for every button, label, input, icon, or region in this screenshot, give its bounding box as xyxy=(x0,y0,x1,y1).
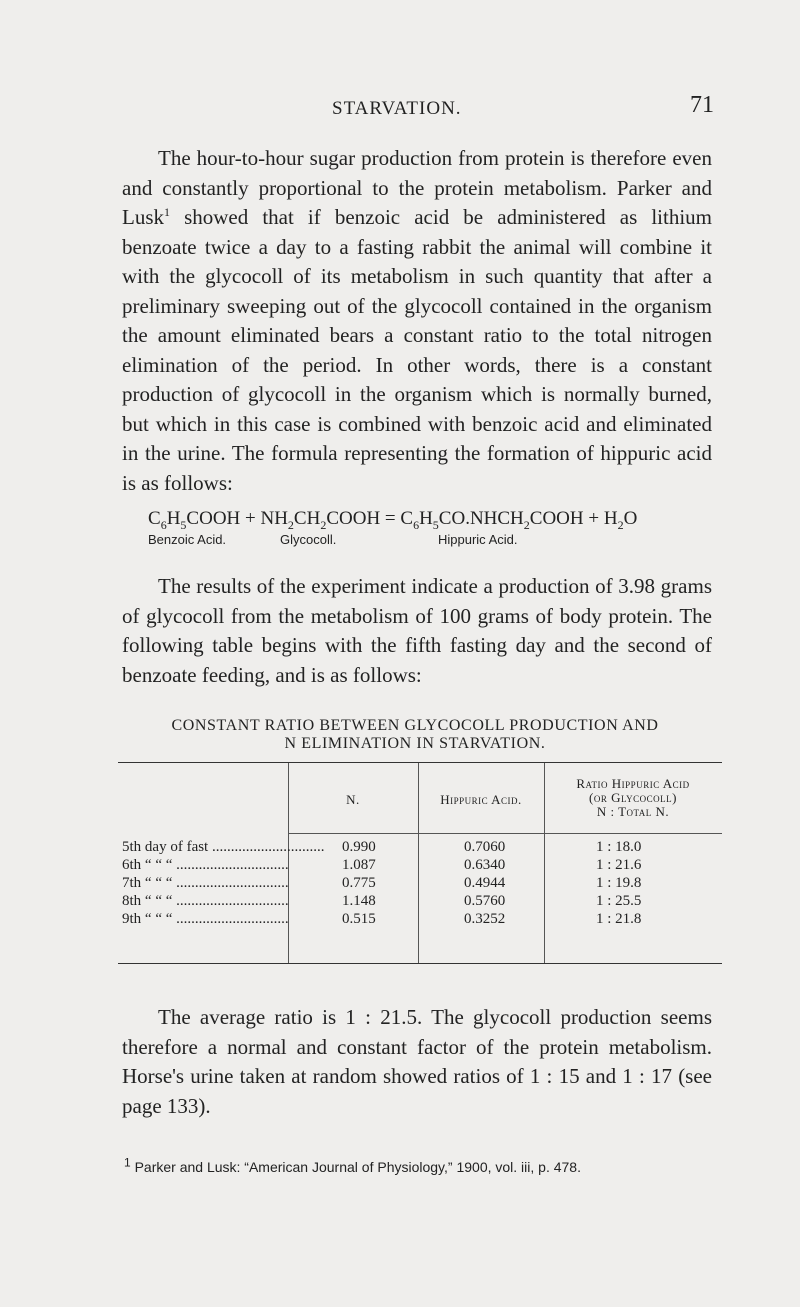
cell-hippuric: 0.3252 xyxy=(464,911,506,927)
cell-n: 0.990 xyxy=(342,839,376,855)
table-title-line-2: N ELIMINATION IN STARVATION. xyxy=(284,735,546,752)
cell-ratio: 1 : 18.0 xyxy=(596,839,642,855)
cell-n: 1.087 xyxy=(342,857,376,873)
ratio-table xyxy=(118,762,722,964)
cell-n: 1.148 xyxy=(342,893,376,909)
header-rule xyxy=(288,833,722,834)
row-label: 5th day of fast .............................. xyxy=(122,839,325,855)
hippuric-formula xyxy=(148,508,708,548)
row-label: 6th “ “ “ .............................. xyxy=(122,857,289,873)
table-row xyxy=(118,857,722,875)
page-number: 71 xyxy=(690,92,714,118)
label-benzoic-acid: Benzoic Acid. xyxy=(148,532,227,547)
table-row xyxy=(118,911,722,929)
running-title: STARVATION. xyxy=(332,98,462,119)
cell-n: 0.775 xyxy=(342,875,376,891)
cell-n: 0.515 xyxy=(342,911,376,927)
footnote-reference[interactable]: 1 xyxy=(164,205,170,219)
footnote-marker: 1 xyxy=(124,1155,131,1170)
cell-hippuric: 0.6340 xyxy=(464,857,506,873)
column-header-ratio: Ratio Hippuric Acid (or Glycocoll) N : Total N. xyxy=(576,776,690,819)
footnote xyxy=(124,1155,724,1175)
cell-ratio: 1 : 25.5 xyxy=(596,893,642,909)
running-head xyxy=(120,92,720,132)
table-title xyxy=(120,717,710,753)
cell-ratio: 1 : 21.6 xyxy=(596,857,642,873)
paragraph-2: The results of the experiment indicate a production of 3.98 grams of glycocoll from the metabolism of 100 grams of body protein. The following table begins with the fifth fasting day and the second of benzoate feeding, and is as follows: xyxy=(122,574,712,687)
paragraph-1-text-cont: showed that if benzoic acid be administered as lithium benzoate twice a day to a fasting rabbit the animal will combine it with the glycocoll of its metabolism in such quantity that after a preliminary sweeping out of the glycocoll contained in the organism the amount eliminated bears a constant ratio to the total nitrogen elimination of the period. In other words, there is a constant production of glycocoll in the organism which is normally burned, but which in this case is combined with benzoic acid and eliminated in the urine. The formula representing the formation of hippuric acid is as follows: xyxy=(122,205,712,495)
cell-hippuric: 0.7060 xyxy=(464,839,506,855)
cell-ratio: 1 : 19.8 xyxy=(596,875,642,891)
paragraph-1 xyxy=(122,144,712,498)
column-header-n: N. xyxy=(346,792,360,807)
formula-equation: $C_6H_5COOH$ + $NH_2CH_2COOH$ = $C_6H_5CO.NHCH_2COOH + H_2O$ xyxy=(148,508,638,532)
cell-hippuric: 0.4944 xyxy=(464,875,506,891)
label-glycocoll: Glycocoll. xyxy=(280,532,337,547)
row-label: 7th “ “ “ .............................. xyxy=(122,875,289,891)
column-header-hippuric-acid: Hippuric Acid. xyxy=(440,792,522,807)
table-title-line-1: CONSTANT RATIO BETWEEN GLYCOCOLL PRODUCTION AND xyxy=(171,717,659,734)
label-hippuric-acid: Hippuric Acid. xyxy=(438,532,518,547)
formula-labels xyxy=(148,530,708,548)
table-row xyxy=(118,893,722,911)
cell-hippuric: 0.5760 xyxy=(464,893,506,909)
paragraph-3: The average ratio is 1 : 21.5. The glycocoll production seems therefore a normal and constant factor of the protein metabolism. Horse's urine taken at random showed ratios of 1 : 15 and 1 : 17 (see page 133). xyxy=(122,1005,712,1118)
cell-ratio: 1 : 21.8 xyxy=(596,911,642,927)
paragraph-1-text: The hour-to-hour sugar production from protein is therefore even and constantly proportional to the protein metabolism. Parker and Lusk xyxy=(122,146,712,229)
row-label: 8th “ “ “ .............................. xyxy=(122,893,289,909)
footnote-text: Parker and Lusk: “American Journal of Physiology,” 1900, vol. iii, p. 478. xyxy=(130,1159,581,1175)
table-row xyxy=(118,839,722,857)
table-row xyxy=(118,875,722,893)
row-label: 9th “ “ “ .............................. xyxy=(122,911,289,927)
